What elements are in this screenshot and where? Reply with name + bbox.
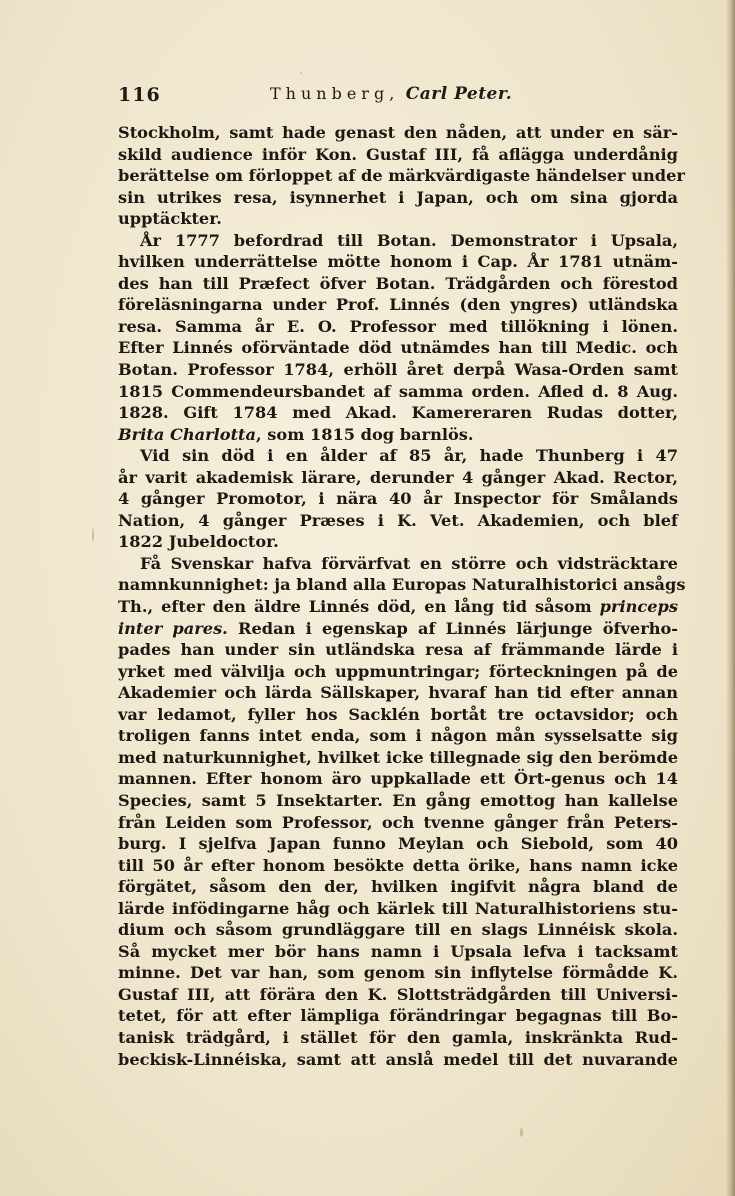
text-line (118, 639, 678, 661)
text-run: med naturkunnighet, hvilket icke tillegnade sig den berömde (118, 747, 678, 767)
text-run: Efter Linnés oförväntade död utnämdes han till Medic. och (118, 338, 678, 358)
text-run: tanisk trädgård, i stället för den gamla, inskränkta Rud- (118, 1027, 678, 1047)
text-run: des han till Præfect öfver Botan. Trädgården och förestod (118, 273, 678, 293)
text-line (118, 725, 678, 747)
text-line (118, 251, 678, 273)
text-run: namnkunnighet: ja bland alla Europas Naturalhistorici ansågs (118, 575, 686, 595)
text-line (118, 876, 678, 898)
text-line (118, 144, 678, 166)
text-line (118, 510, 678, 532)
text-run: Gustaf III, att förära den K. Slottsträdgården till Universi- (118, 984, 678, 1004)
text-line (118, 962, 678, 984)
running-head (270, 84, 512, 104)
text-run: 1828. Gift 1784 med Akad. Kamereraren Rudas dotter, (118, 403, 678, 423)
text-run: Botan. Professor 1784, erhöll året derpå Wasa-Orden samt (118, 360, 678, 380)
text-run: yrket med välvilja och uppmuntringar; förteckningen på de (118, 661, 678, 681)
text-line (118, 402, 678, 424)
text-run: Species, samt 5 Insektarter. En gång emottog han kallelse (118, 790, 678, 810)
text-run: år varit akademisk lärare, derunder 4 gånger Akad. Rector, (118, 467, 678, 487)
paper-spot (92, 528, 94, 542)
text-line (118, 230, 678, 252)
text-run: resa. Samma år E. O. Professor med tillökning i lönen. (118, 316, 678, 336)
text-line (118, 898, 678, 920)
text-line (118, 445, 678, 467)
text-line (118, 747, 678, 769)
text-line (118, 488, 678, 510)
text-run: hvilken underrättelse mötte honom i Cap. År 1781 utnäm- (118, 252, 678, 272)
text-line (118, 1049, 678, 1071)
text-run: 1822 Jubeldoctor. (118, 532, 279, 552)
text-run: sin utrikes resa, isynnerhet i Japan, och om sina gjorda (118, 187, 678, 207)
italic-phrase: princeps (599, 597, 678, 617)
text-line (118, 812, 678, 834)
text-run: tetet, för att efter lämpliga förändringar begagnas till Bo- (118, 1006, 678, 1026)
text-line (118, 187, 678, 209)
text-line (118, 467, 678, 489)
running-head-surname: Thunberg, (270, 84, 400, 103)
text-run: Akademier och lärda Sällskaper, hvaraf han tid efter annan (118, 683, 678, 703)
text-line (118, 381, 678, 403)
text-run: berättelse om förloppet af de märkvärdigaste händelser under (118, 166, 685, 186)
text-run: Vid sin död i en ålder af 85 år, hade Thunberg i 47 (140, 446, 678, 466)
page-number: 116 (118, 84, 161, 106)
text-run: 4 gånger Promotor, i nära 40 år Inspector för Smålands (118, 489, 678, 509)
text-line (118, 919, 678, 941)
text-run: till 50 år efter honom besökte detta örike, hans namn icke (118, 855, 678, 875)
text-run: upptäckter. (118, 209, 222, 229)
paper-spot (300, 72, 302, 74)
text-line (118, 661, 678, 683)
text-run: 1815 Commendeursbandet af samma orden. Afled d. 8 Aug. (118, 381, 678, 401)
text-run: Stockholm, samt hade genast den nåden, att under en sär- (118, 123, 678, 142)
italic-phrase: inter pares. (118, 618, 228, 638)
text-line (118, 531, 678, 553)
text-line (118, 165, 685, 187)
text-line (118, 596, 678, 618)
text-line (118, 704, 678, 726)
text-run: dium och såsom grundläggare till en slags Linnéisk skola. (118, 920, 678, 940)
text-line (118, 768, 678, 790)
text-run: från Leiden som Professor, och tvenne gånger från Peters- (118, 812, 678, 832)
text-run: burg. I sjelfva Japan funno Meylan och Siebold, som 40 (118, 834, 678, 854)
text-run: År 1777 befordrad till Botan. Demonstrator i Upsala, (140, 230, 678, 250)
text-run: Så mycket mer bör hans namn i Upsala lefva i tacksamt (118, 941, 678, 961)
text-line (118, 833, 678, 855)
text-run: Redan i egenskap af Linnés lärjunge öfverho- (227, 618, 679, 638)
text-run: troligen fanns intet enda, som i någon mån sysselsatte sig (118, 726, 678, 746)
text-line (118, 1005, 678, 1027)
text-line (118, 618, 678, 640)
text-run: minne. Det var han, som genom sin inflytelse förmådde K. (118, 963, 678, 983)
text-run: Th., efter den äldre Linnés död, en lång tid såsom (118, 597, 600, 617)
text-line (118, 273, 678, 295)
text-run: mannen. Efter honom äro uppkallade ett Ört-genus och 14 (118, 769, 678, 789)
text-line (118, 574, 686, 596)
text-run: pades han under sin utländska resa af främmande lärde i (118, 640, 678, 660)
page-header (118, 84, 678, 110)
text-line (118, 337, 678, 359)
paper-spot (520, 1128, 523, 1137)
text-line (118, 1027, 678, 1049)
text-line (118, 855, 678, 877)
text-run: föreläsningarna under Prof. Linnés (den yngres) utländska (118, 295, 678, 315)
text-run: , som 1815 dog barnlös. (256, 424, 474, 444)
body-text (118, 122, 686, 1070)
text-line (118, 122, 678, 144)
text-line (118, 208, 678, 230)
text-run: förgätet, såsom den der, hvilken ingifvit några bland de (118, 877, 678, 897)
text-line (118, 424, 678, 446)
running-head-given-name: Carl Peter. (405, 84, 513, 104)
text-run: Få Svenskar hafva förvärfvat en större och vidsträcktare (140, 553, 678, 573)
text-line (118, 316, 678, 338)
text-run: lärde infödingarne håg och kärlek till Naturalhistoriens stu- (118, 898, 678, 918)
text-run: skild audience inför Kon. Gustaf III, få aflägga underdånig (118, 144, 678, 164)
text-run: beckisk-Linnéiska, samt att anslå medel till det nuvarande (118, 1049, 678, 1069)
text-line (118, 941, 678, 963)
text-line (118, 553, 678, 575)
text-line (118, 359, 678, 381)
page-edge-shadow (726, 0, 735, 1196)
text-run: var ledamot, fyller hos Sacklén bortåt tre octavsidor; och (118, 704, 678, 724)
text-line (118, 682, 678, 704)
text-line (118, 790, 678, 812)
text-line (118, 294, 678, 316)
text-run: Nation, 4 gånger Præses i K. Vet. Akademien, och blef (118, 510, 678, 530)
text-line (118, 984, 678, 1006)
italic-phrase: Brita Charlotta (118, 424, 257, 444)
